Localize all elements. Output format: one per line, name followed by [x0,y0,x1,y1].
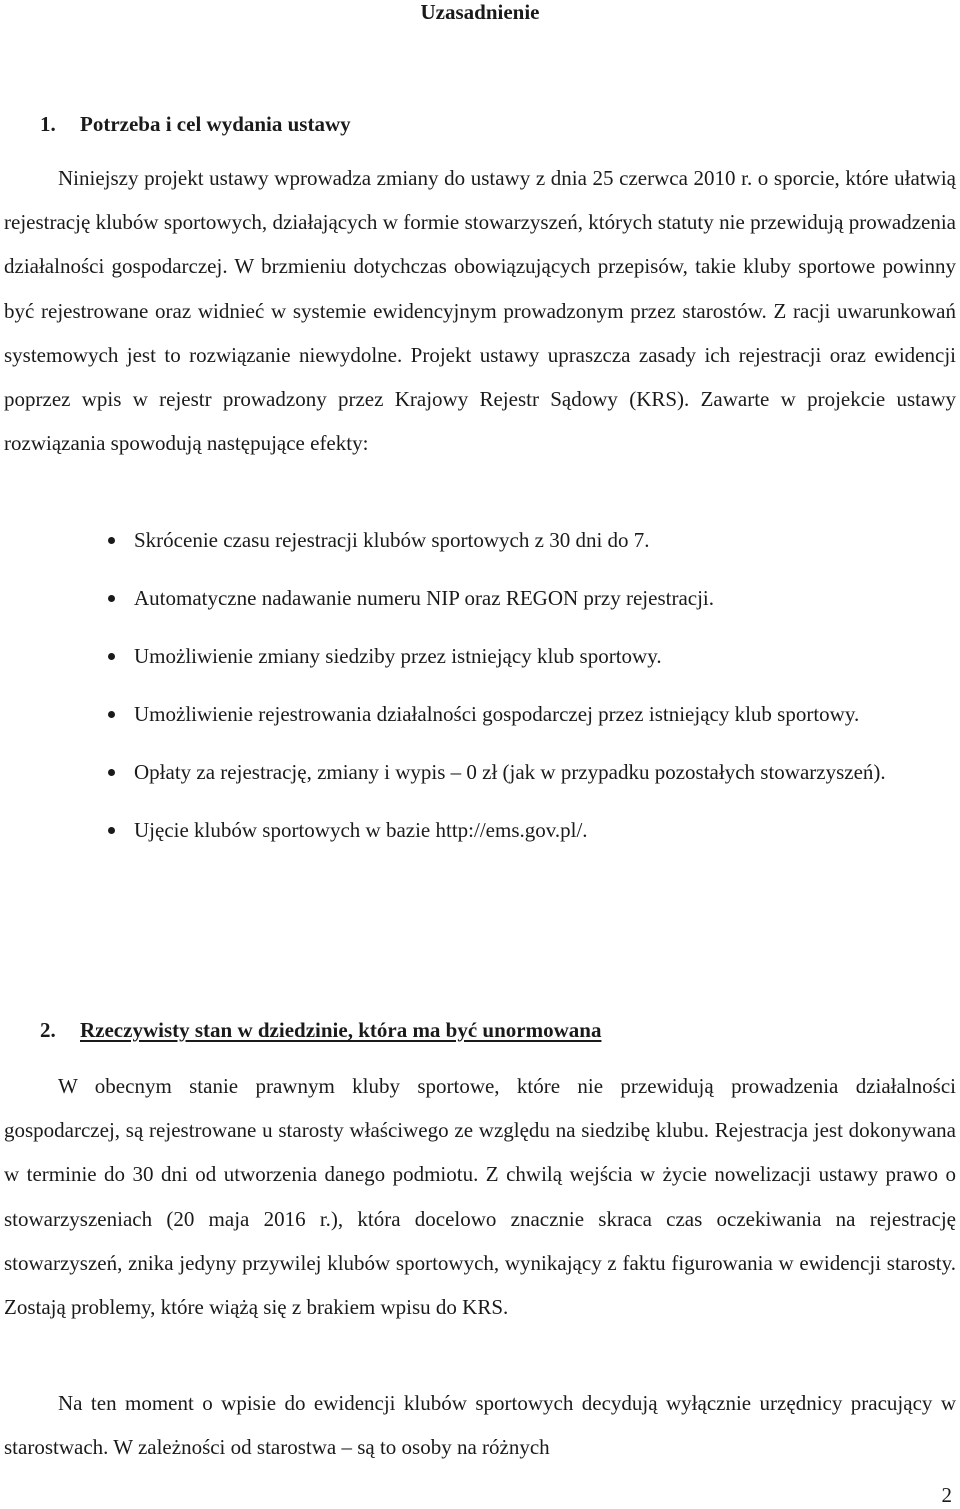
bullet-icon [108,827,115,834]
effects-list [0,519,960,867]
section-heading-text: Potrzeba i cel wydania ustawy [80,112,351,136]
section-1-paragraph: Niniejszy projekt ustawy wprowadza zmiany do ustawy z dnia 25 czerwca 2010 r. o sporcie, które ułatwią rejestrację klubów sportowych, działających w formie stowarzyszeń, których statuty nie przewidują prowadzenia działalności gospodarczej. W brzmieniu dotychczas obowiązujących przepisów, takie kluby sportowe powinny być rejestrowane oraz widnieć w systemie ewidencyjnym prowadzonym przez starostów. Z racji uwarunkowań systemowych jest to rozwiązanie niewydolne. Projekt ustawy upraszcza zasady ich rejestracji oraz ewidencji poprzez wpis w rejestr prowadzony przez Krajowy Rejestr Sądowy (KRS). Zawarte w projekcie ustawy rozwiązania spowodują następujące efekty: [4,166,956,456]
list-item-text: Automatyczne nadawanie numeru NIP oraz REGON przy rejestracji. [134,586,715,610]
list-item [0,751,960,794]
list-item [0,577,960,620]
list-item-text: Ujęcie klubów sportowych w bazie http://ems.gov.pl/. [134,818,588,842]
document-title: Uzasadnienie [420,0,540,24]
bullet-icon [108,653,115,660]
bullet-icon [108,595,115,602]
section-2-paragraph-2: Na ten moment o wpisie do ewidencji klubów sportowych decydują wyłącznie urzędnicy pracujący w starostwach. W zależności od starostwa – są to osoby na różnych [4,1391,956,1460]
list-item [0,519,960,562]
page-number: 2 [941,1483,952,1507]
list-item [0,693,960,736]
bullet-icon [108,711,115,718]
section-heading-2 [40,1016,601,1044]
bullet-icon [108,769,115,776]
list-item [0,809,960,852]
section-heading-text: Rzeczywisty stan w dziedzinie, która ma być unormowana [80,1018,602,1042]
list-item-text: Opłaty za rejestrację, zmiany i wypis – 0 zł (jak w przypadku pozostałych stowarzyszeń). [134,760,886,784]
bullet-icon [108,537,115,544]
list-item-text: Umożliwienie rejestrowania działalności gospodarczej przez istniejący klub sportowy. [134,702,860,726]
section-number: 1. [40,112,56,136]
section-2-paragraph-1: W obecnym stanie prawnym kluby sportowe, które nie przewidują prowadzenia działalności gospodarczej, są rejestrowane u starosty właściwego ze względu na siedzibę klubu. Rejestracja jest dokonywana w terminie do 30 dni od utworzenia danego podmiotu. Z chwilą wejścia w życie nowelizacji ustawy prawo o stowarzyszeniach (20 maja 2016 r.), która docelowo znacznie skraca czas oczekiwania na rejestrację stowarzyszeń, znika jedyny przywilej klubów sportowych, wynikający z faktu figurowania w ewidencji starosty. Zostają problemy, które wiążą się z brakiem wpisu do KRS. [4,1074,956,1320]
section-heading-1 [40,110,351,138]
list-item-text: Umożliwienie zmiany siedziby przez istniejący klub sportowy. [134,644,662,668]
section-number: 2. [40,1018,56,1042]
list-item-text: Skrócenie czasu rejestracji klubów sportowych z 30 dni do 7. [134,528,650,552]
list-item [0,635,960,678]
